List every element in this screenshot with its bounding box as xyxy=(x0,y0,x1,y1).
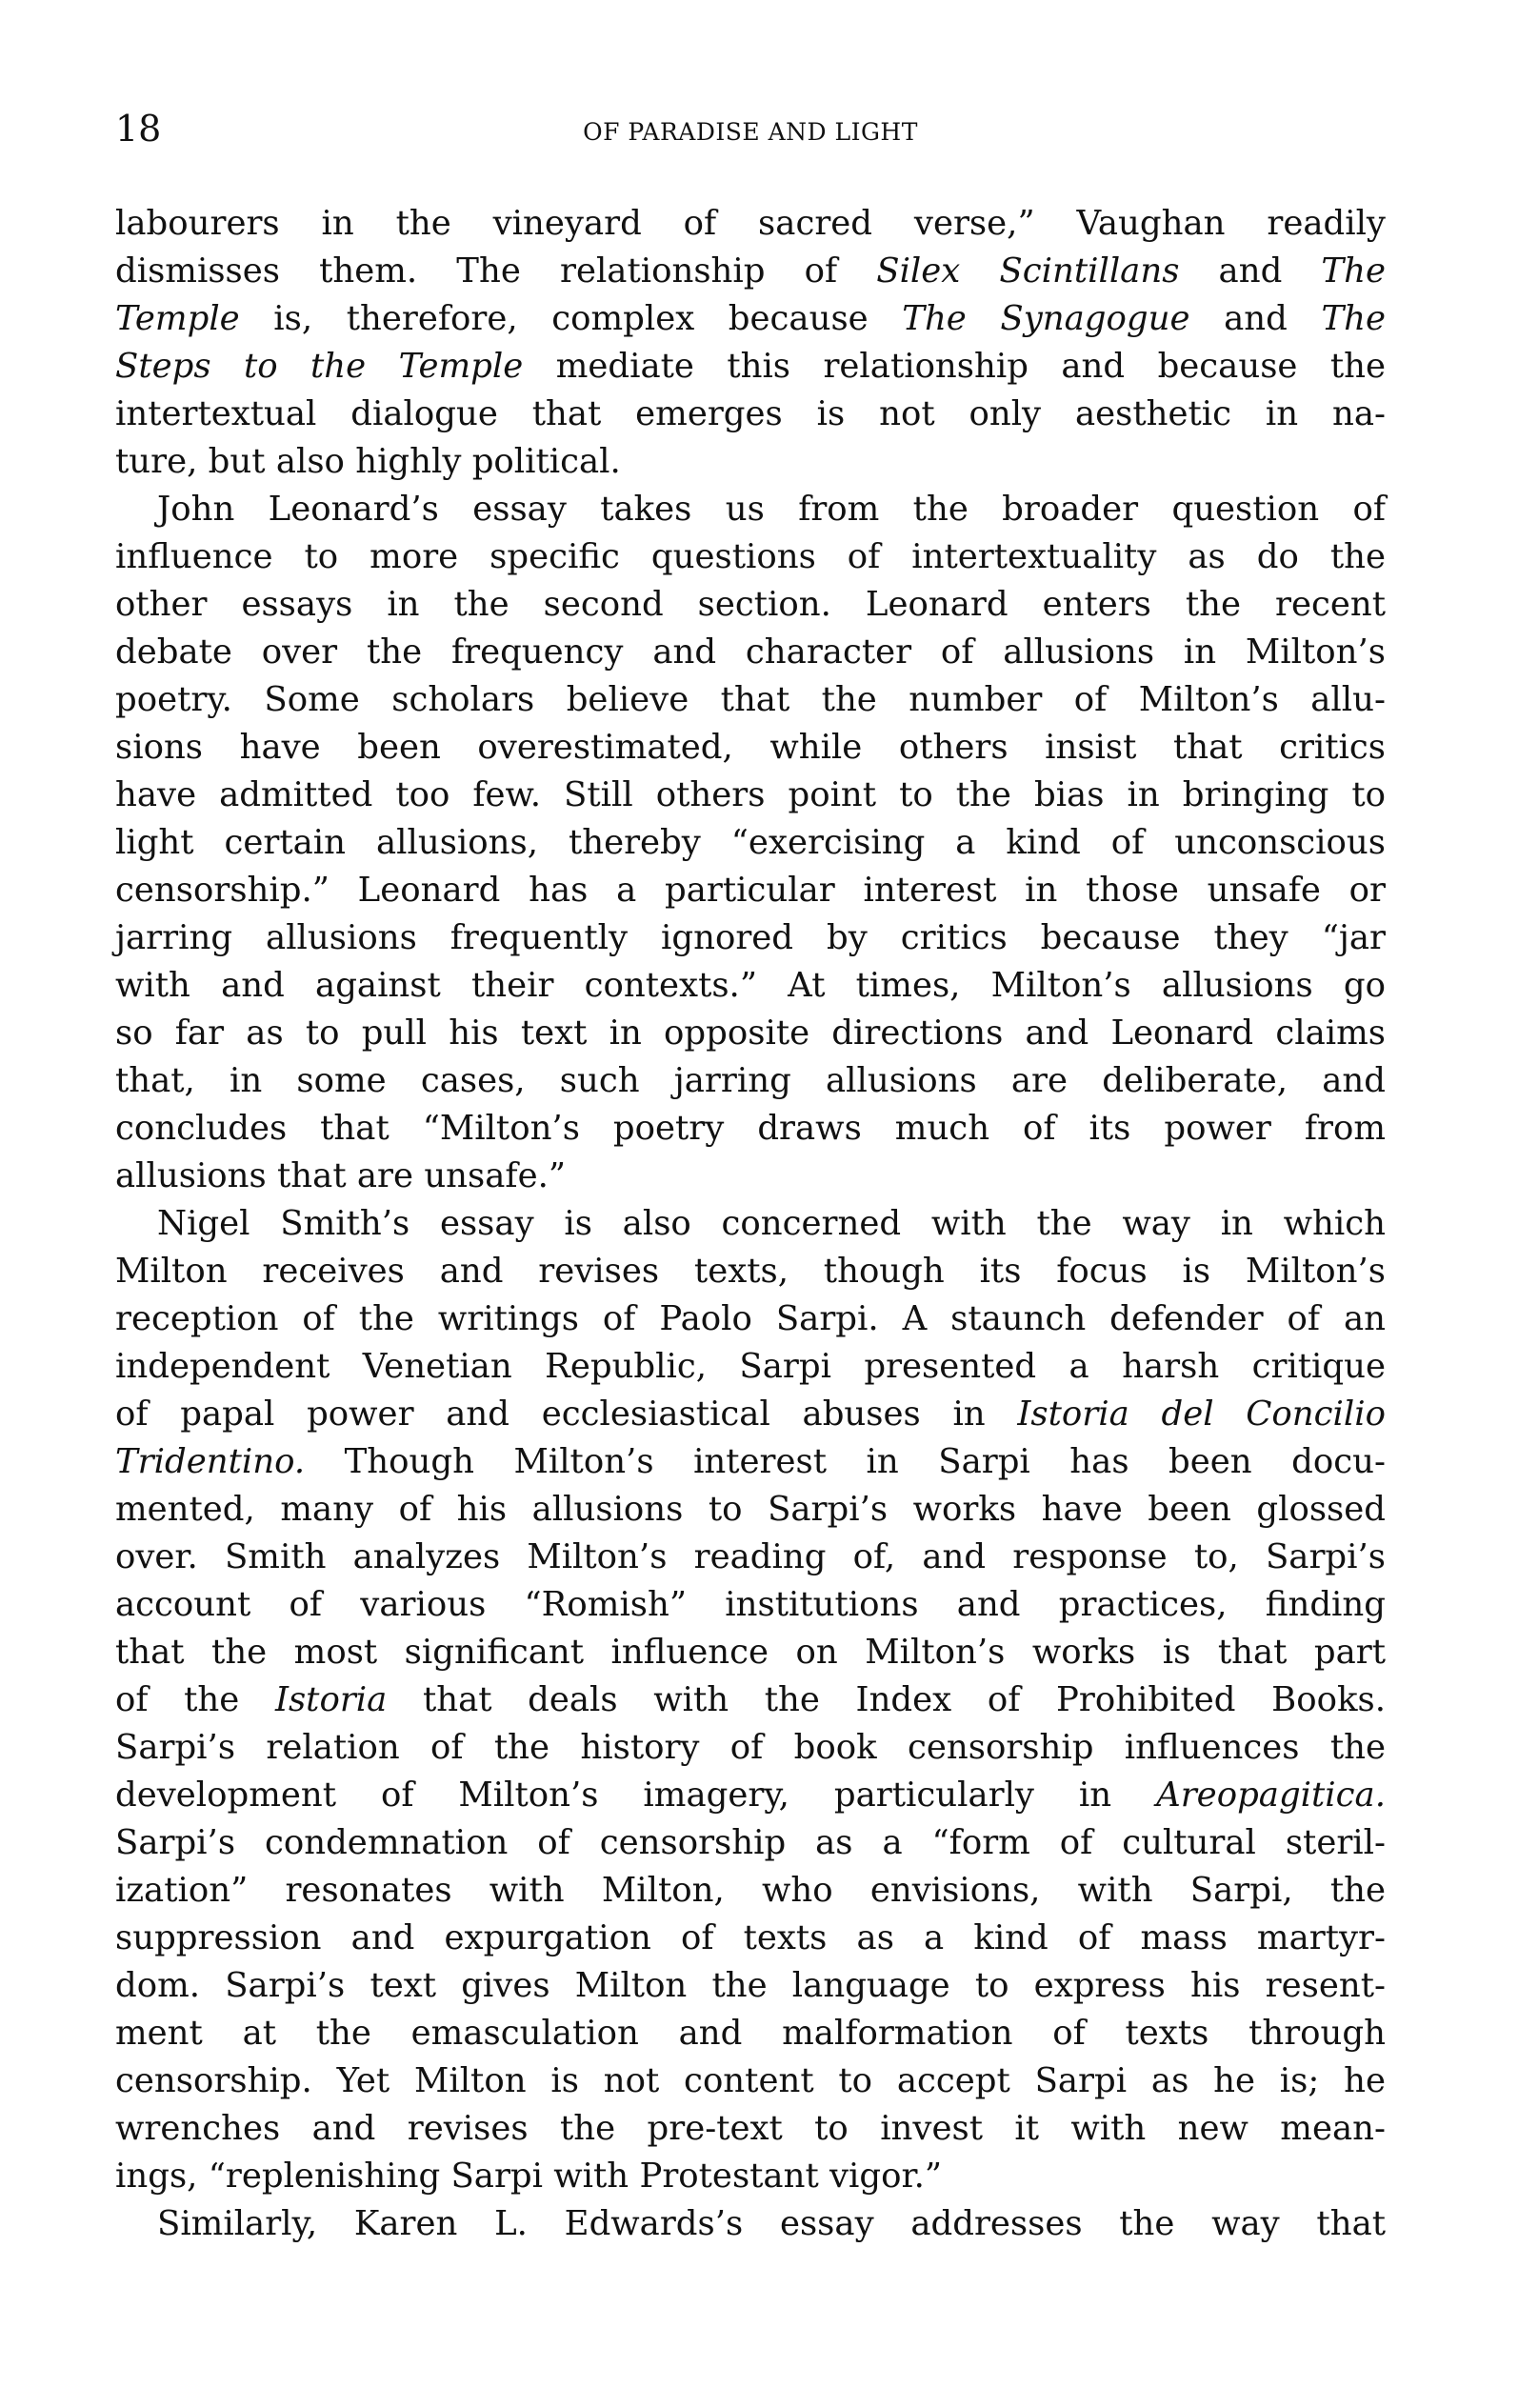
text-line xyxy=(115,914,1386,962)
text-line xyxy=(115,1486,1386,1534)
text-line xyxy=(115,1534,1386,1581)
text-segment: John Leonard’s essay takes us from the broader question of xyxy=(157,490,1386,529)
text-segment: is, therefore, complex because xyxy=(239,299,903,338)
text-line xyxy=(115,724,1386,772)
text-line xyxy=(115,2153,1386,2200)
text-line xyxy=(115,2200,1386,2248)
text-line xyxy=(115,1153,1386,1200)
text-line xyxy=(115,676,1386,724)
text-line xyxy=(115,248,1386,295)
text-segment: that deals with the Index of Prohibited Books. xyxy=(387,1680,1386,1719)
text-segment: with and against their contexts.” At times, Milton’s allusions go xyxy=(115,966,1386,1005)
text-segment: Sarpi’s relation of the history of book censorship influences the xyxy=(115,1728,1386,1767)
text-segment: dom. Sarpi’s text gives Milton the language to express his resent- xyxy=(115,1966,1386,2005)
text-segment: Milton receives and revises texts, though its focus is Milton’s xyxy=(115,1252,1386,1291)
text-line xyxy=(115,1105,1386,1153)
text-segment: ings, “replenishing Sarpi with Protestant vigor.” xyxy=(115,2157,943,2196)
italic-title: Temple xyxy=(115,299,240,338)
text-segment: over. Smith analyzes Milton’s reading of, and response to, Sarpi’s xyxy=(115,1537,1386,1576)
text-segment: and xyxy=(1189,299,1322,338)
text-segment: so far as to pull his text in opposite directions and Leonard claims xyxy=(115,1013,1386,1053)
text-line xyxy=(115,200,1386,248)
text-segment: independent Venetian Republic, Sarpi presented a harsh critique xyxy=(115,1347,1386,1386)
italic-title: Istoria del Concilio xyxy=(1017,1395,1386,1434)
text-line xyxy=(115,867,1386,914)
text-line xyxy=(115,819,1386,867)
text-line xyxy=(115,391,1386,438)
italic-title: Steps to the Temple xyxy=(115,347,524,386)
text-segment: influence to more specific questions of intertextuality as do the xyxy=(115,537,1386,576)
text-line xyxy=(115,533,1386,581)
text-segment: dismisses them. The relationship of xyxy=(115,251,877,291)
italic-title: Areopagitica. xyxy=(1156,1776,1386,1815)
text-segment: censorship. Yet Milton is not content to accept Sarpi as he is; he xyxy=(115,2061,1386,2100)
text-line xyxy=(115,1962,1386,2010)
text-segment: intertextual dialogue that emerges is not only aesthetic in na- xyxy=(115,394,1386,433)
italic-title: The xyxy=(1321,251,1386,291)
text-segment: have admitted too few. Still others point to the bias in bringing to xyxy=(115,775,1386,814)
text-segment: mediate this relationship and because the xyxy=(523,347,1386,386)
text-segment: reception of the writings of Paolo Sarpi. A staunch defender of an xyxy=(115,1299,1386,1338)
text-line xyxy=(115,1676,1386,1724)
page-number: 18 xyxy=(115,108,162,150)
text-segment: censorship.” Leonard has a particular interest in those unsafe or xyxy=(115,871,1386,910)
text-line xyxy=(115,486,1386,533)
text-segment: and xyxy=(1179,251,1322,291)
text-segment: account of various “Romish” institutions and practices, finding xyxy=(115,1585,1386,1624)
text-line xyxy=(115,1819,1386,1867)
text-segment: allusions that are unsafe.” xyxy=(115,1156,567,1195)
text-segment: Similarly, Karen L. Edwards’s essay addresses the way that xyxy=(157,2204,1386,2243)
text-line xyxy=(115,1200,1386,1248)
text-line xyxy=(115,772,1386,819)
text-segment: ture, but also highly political. xyxy=(115,442,621,481)
text-segment: Nigel Smith’s essay is also concerned with the way in which xyxy=(157,1204,1386,1243)
text-line xyxy=(115,2057,1386,2105)
text-line xyxy=(115,1343,1386,1391)
text-segment: concludes that “Milton’s poetry draws much of its power from xyxy=(115,1109,1386,1148)
text-segment: sions have been overestimated, while others insist that critics xyxy=(115,728,1386,767)
text-line xyxy=(115,629,1386,676)
text-line xyxy=(115,1772,1386,1819)
text-segment: ment at the emasculation and malformation of texts through xyxy=(115,2014,1386,2053)
text-line xyxy=(115,2105,1386,2153)
text-segment: of papal power and ecclesiastical abuses in xyxy=(115,1395,1018,1434)
text-line xyxy=(115,1915,1386,1962)
text-line xyxy=(115,1438,1386,1486)
text-segment: labourers in the vineyard of sacred verse,” Vaughan readily xyxy=(115,204,1386,243)
text-segment: suppression and expurgation of texts as a kind of mass martyr- xyxy=(115,1918,1386,1957)
text-line xyxy=(115,1057,1386,1105)
text-line xyxy=(115,1867,1386,1915)
text-line xyxy=(115,295,1386,343)
text-segment: poetry. Some scholars believe that the number of Milton’s allu- xyxy=(115,680,1386,719)
text-segment: Sarpi’s condemnation of censorship as a “form of cultural steril- xyxy=(115,1823,1386,1862)
italic-title: The Synagogue xyxy=(902,299,1190,338)
text-line xyxy=(115,438,1386,486)
body-text xyxy=(115,200,1386,2248)
page-header xyxy=(115,107,1386,150)
text-line xyxy=(115,962,1386,1010)
text-segment: development of Milton’s imagery, particularly in xyxy=(115,1776,1157,1815)
text-segment: mented, many of his allusions to Sarpi’s works have been glossed xyxy=(115,1490,1386,1529)
running-head: OF PARADISE AND LIGHT xyxy=(583,118,918,146)
italic-title: The xyxy=(1321,299,1386,338)
text-segment: debate over the frequency and character of allusions in Milton’s xyxy=(115,632,1386,672)
text-segment: other essays in the second section. Leonard enters the recent xyxy=(115,585,1386,624)
text-line xyxy=(115,2010,1386,2057)
text-segment: Though Milton’s interest in Sarpi has been docu- xyxy=(305,1442,1386,1481)
text-line xyxy=(115,343,1386,391)
text-line xyxy=(115,1581,1386,1629)
text-line xyxy=(115,1248,1386,1295)
text-segment: that the most significant influence on Milton’s works is that part xyxy=(115,1633,1386,1672)
text-segment: jarring allusions frequently ignored by critics because they “jar xyxy=(115,918,1386,957)
italic-title: Istoria xyxy=(274,1680,388,1719)
italic-title: Silex Scintillans xyxy=(876,251,1180,291)
italic-title: Tridentino. xyxy=(115,1442,306,1481)
text-line xyxy=(115,1391,1386,1438)
text-segment: wrenches and revises the pre-text to invest it with new mean- xyxy=(115,2109,1386,2148)
text-line xyxy=(115,1629,1386,1676)
text-segment: that, in some cases, such jarring allusions are deliberate, and xyxy=(115,1061,1386,1100)
text-segment: light certain allusions, thereby “exercising a kind of unconscious xyxy=(115,823,1386,862)
text-segment: of the xyxy=(115,1680,275,1719)
text-line xyxy=(115,1010,1386,1057)
text-line xyxy=(115,581,1386,629)
text-line xyxy=(115,1724,1386,1772)
text-line xyxy=(115,1295,1386,1343)
text-segment: ization” resonates with Milton, who envisions, with Sarpi, the xyxy=(115,1871,1386,1910)
